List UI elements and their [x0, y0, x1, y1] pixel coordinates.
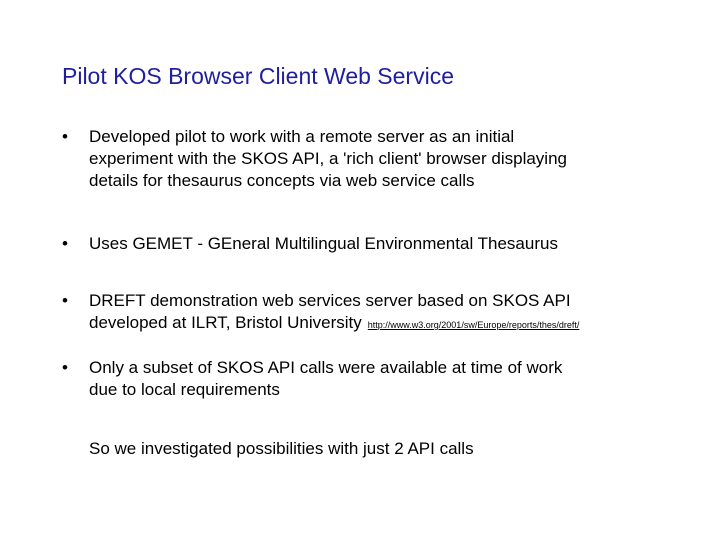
bullet-line: developed at ILRT, Bristol University — [89, 313, 362, 332]
bullet-text — [89, 290, 689, 336]
bullet-item — [62, 290, 702, 336]
dreft-link[interactable]: http://www.w3.org/2001/sw/Europe/reports/thes/dreft/ — [367, 320, 580, 330]
bullet-line: Uses GEMET - GEneral Multilingual Environmental Thesaurus — [89, 234, 558, 253]
bullet-line: Developed pilot to work with a remote server as an initial — [89, 127, 515, 146]
bullet-line: experiment with the SKOS API, a 'rich client' browser displaying — [89, 149, 567, 168]
bullet-item — [62, 233, 702, 255]
bullet-line: DREFT demonstration web services server based on SKOS API — [89, 291, 571, 310]
bullet-text — [89, 357, 689, 401]
bullet-marker: • — [62, 291, 68, 310]
bullet-line: due to local requirements — [89, 380, 280, 399]
slide-title: Pilot KOS Browser Client Web Service — [62, 63, 454, 89]
bullet-text — [89, 233, 689, 255]
bullet-line-with-link — [89, 312, 689, 336]
bullet-text — [89, 126, 689, 192]
bullet-marker: • — [62, 234, 68, 253]
bullet-line: Only a subset of SKOS API calls were available at time of work — [89, 358, 563, 377]
note-text: So we investigated possibilities with just 2 API calls — [89, 439, 474, 458]
bullet-marker: • — [62, 127, 68, 146]
bullet-line: details for thesaurus concepts via web service calls — [89, 171, 475, 190]
bullet-marker: • — [62, 358, 68, 377]
bullet-item — [62, 126, 702, 192]
bullet-item — [62, 357, 702, 401]
